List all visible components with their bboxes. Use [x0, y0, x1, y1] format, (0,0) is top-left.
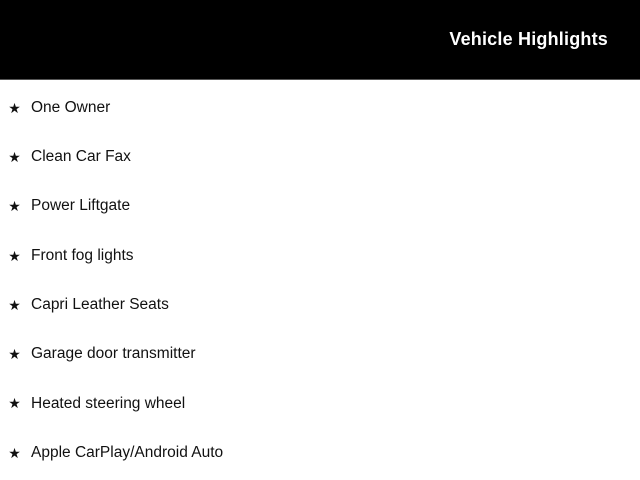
- header-bar: [0, 0, 640, 80]
- list-item: [0, 280, 640, 329]
- star-icon: ★: [8, 198, 21, 215]
- list-item-label: Garage door transmitter: [31, 345, 196, 363]
- list-item: [0, 132, 640, 181]
- star-icon: ★: [8, 247, 21, 264]
- star-icon: ★: [8, 99, 21, 116]
- page-title: Vehicle Highlights: [449, 29, 608, 49]
- list-item: [0, 231, 640, 280]
- star-icon: ★: [8, 296, 21, 313]
- list-item-label: One Owner: [31, 98, 111, 116]
- list-item: [0, 329, 640, 378]
- star-icon: ★: [8, 346, 21, 363]
- list-item: [0, 379, 640, 428]
- star-icon: ★: [8, 148, 21, 165]
- list-item-label: Clean Car Fax: [31, 148, 131, 166]
- list-item-label: Heated steering wheel: [31, 394, 186, 412]
- list-item-label: Power Liftgate: [31, 197, 131, 215]
- list-item: [0, 428, 640, 477]
- list-item-label: Apple CarPlay/Android Auto: [31, 443, 224, 461]
- list-item-label: Front fog lights: [31, 246, 134, 264]
- star-icon: ★: [8, 395, 21, 412]
- list-item: [0, 83, 640, 132]
- star-icon: ★: [8, 444, 21, 461]
- list-item-label: Capri Leather Seats: [31, 296, 169, 314]
- highlights-list: [0, 80, 640, 477]
- list-item: [0, 182, 640, 231]
